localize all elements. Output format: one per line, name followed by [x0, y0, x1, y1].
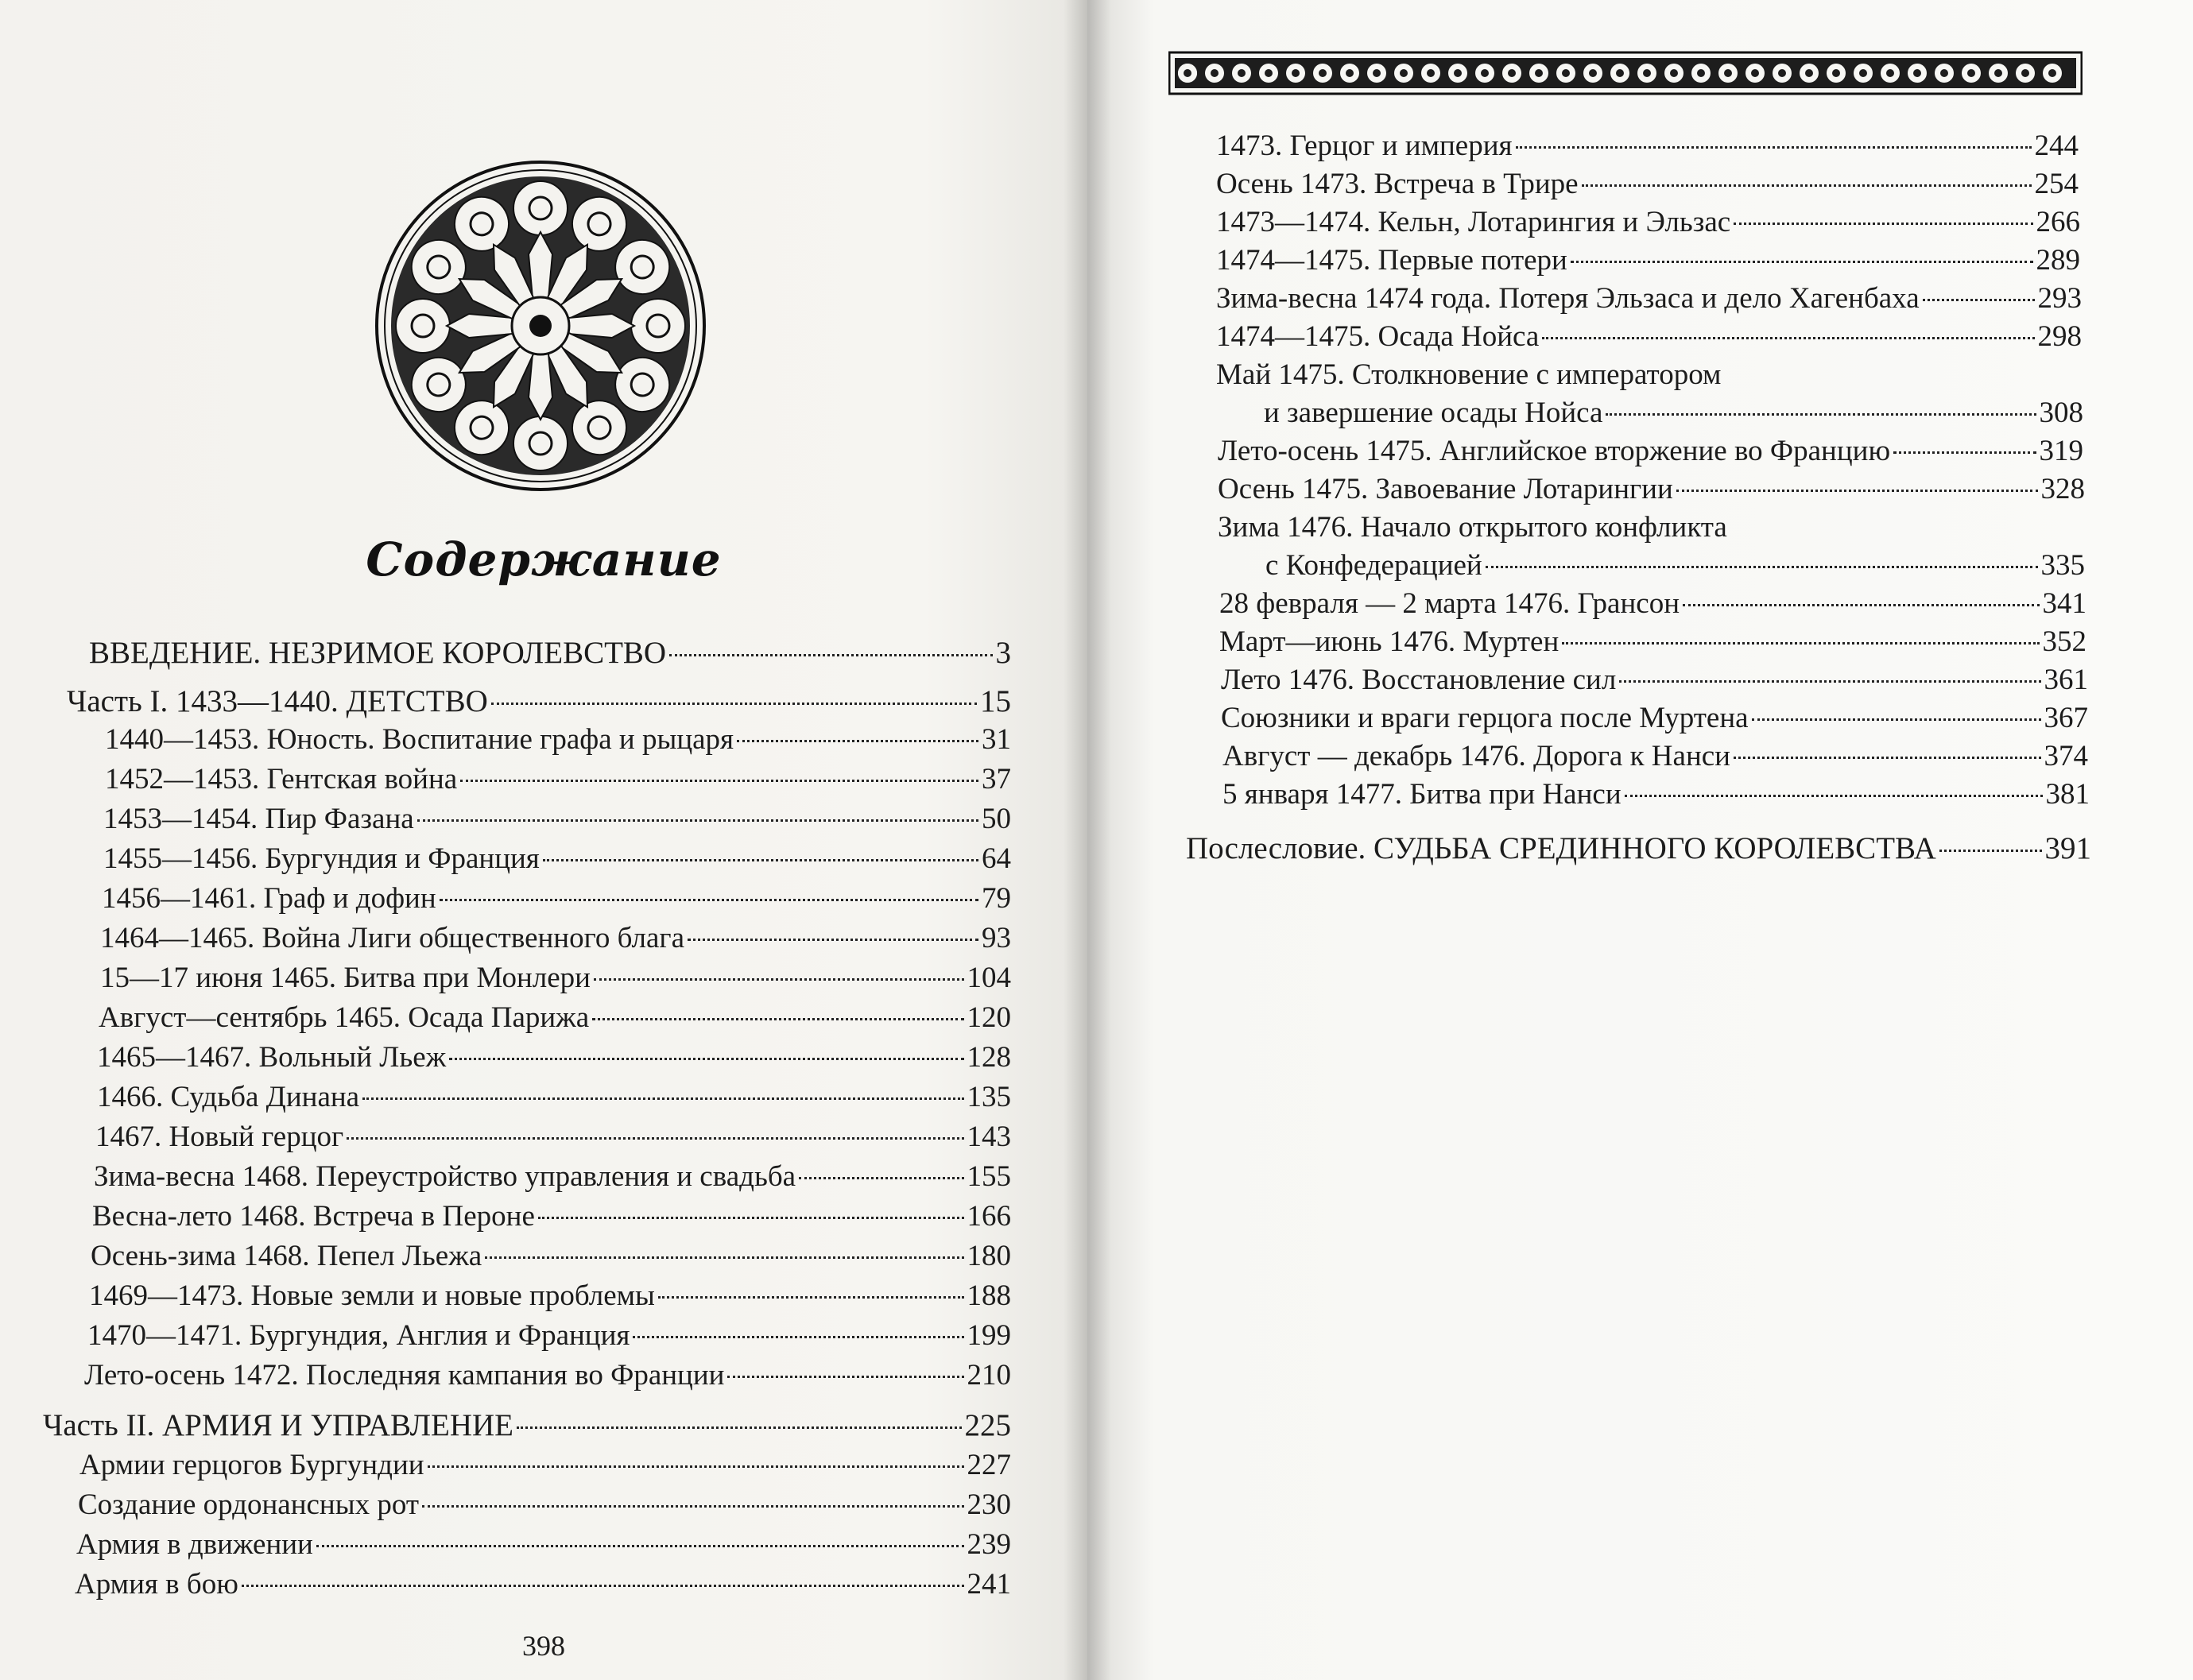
toc-entry[interactable]: Армия в бою 241 — [75, 1568, 1011, 1601]
page-number: 398 — [522, 1630, 565, 1662]
toc-entry[interactable]: 1473. Герцог и империя 244 — [1216, 130, 2079, 162]
toc-entry[interactable]: и завершение осады Нойса 308 — [1264, 397, 2083, 429]
toc-entry[interactable]: Армии герцогов Бургундии 227 — [79, 1449, 1011, 1481]
toc-entry[interactable]: Армия в движении 239 — [76, 1528, 1011, 1561]
toc-entry-line1[interactable]: Май 1475. Столкновение с императором — [1216, 358, 1722, 391]
toc-entry[interactable]: Часть I. 1433—1440. ДЕТСТВО 15 — [67, 684, 1011, 718]
toc-entry[interactable]: Часть II. АРМИЯ И УПРАВЛЕНИЕ 225 — [43, 1408, 1011, 1442]
toc-entry[interactable]: 1474—1475. Осада Нойса 298 — [1216, 320, 2082, 353]
toc-entry[interactable]: Лето-осень 1472. Последняя кампания во Франции 210 — [84, 1359, 1011, 1392]
toc-entry[interactable]: 1474—1475. Первые потери 289 — [1216, 244, 2080, 277]
left-page — [0, 0, 1087, 1680]
toc-entry[interactable]: Послесловие. СУДЬБА СРЕДИННОГО КОРОЛЕВСТВА 391 — [1186, 831, 2091, 865]
toc-entry[interactable]: 1452—1453. Гентская война 37 — [105, 763, 1011, 795]
toc-entry[interactable]: Осень 1475. Завоевание Лотарингии 328 — [1218, 473, 2085, 505]
toc-entry[interactable]: 1455—1456. Бургундия и Франция 64 — [103, 842, 1011, 875]
toc-entry[interactable]: с Конфедерацией 335 — [1265, 549, 2085, 582]
toc-entry[interactable]: Август — декабрь 1476. Дорога к Нанси 374 — [1222, 740, 2088, 772]
book-gutter — [1064, 0, 1111, 1680]
toc-entry[interactable]: 15—17 июня 1465. Битва при Монлери 104 — [100, 962, 1011, 994]
toc-entry[interactable]: 1473—1474. Кельн, Лотарингия и Эльзас 266 — [1216, 206, 2080, 238]
page-title: Содержание — [366, 532, 722, 586]
toc-entry[interactable]: 1470—1471. Бургундия, Англия и Франция 199 — [87, 1319, 1011, 1352]
toc-entry[interactable]: Лето-осень 1475. Английское вторжение во Францию 319 — [1218, 435, 2083, 467]
toc-entry[interactable]: 1466. Судьба Динана 135 — [97, 1081, 1011, 1113]
rose-window-icon — [374, 159, 707, 493]
toc-entry[interactable]: 1453—1454. Пир Фазана 50 — [103, 803, 1011, 835]
toc-entry[interactable]: Весна-лето 1468. Встреча в Пероне 166 — [92, 1200, 1011, 1233]
toc-entry[interactable]: 1456—1461. Граф и дофин 79 — [102, 882, 1011, 915]
toc-entry[interactable]: 1464—1465. Война Лиги общественного блага 93 — [100, 922, 1011, 954]
toc-entry[interactable]: Март—июнь 1476. Муртен 352 — [1219, 625, 2086, 658]
toc-entry[interactable]: Осень 1473. Встреча в Трире 254 — [1216, 168, 2079, 200]
toc-entry[interactable]: Союзники и враги герцога после Муртена 367 — [1221, 702, 2088, 734]
toc-entry[interactable]: 5 января 1477. Битва при Нанси 381 — [1222, 778, 2090, 811]
ornament-border-icon — [1168, 49, 2083, 97]
toc-entry[interactable]: Зима-весна 1468. Переустройство управления и свадьба 155 — [94, 1160, 1011, 1193]
toc-entry[interactable]: Зима-весна 1474 года. Потеря Эльзаса и дело Хагенбаха 293 — [1216, 282, 2082, 315]
toc-entry[interactable]: Лето 1476. Восстановление сил 361 — [1221, 664, 2088, 696]
toc-entry[interactable]: ВВЕДЕНИЕ. НЕЗРИМОЕ КОРОЛЕВСТВО 3 — [89, 636, 1011, 670]
toc-entry[interactable]: 1467. Новый герцог 143 — [95, 1121, 1011, 1153]
toc-entry-line1[interactable]: Зима 1476. Начало открытого конфликта — [1218, 511, 1727, 544]
toc-entry[interactable]: Осень-зима 1468. Пепел Льежа 180 — [91, 1240, 1011, 1272]
toc-entry[interactable]: 1465—1467. Вольный Льеж 128 — [97, 1041, 1011, 1074]
toc-entry[interactable]: 1440—1453. Юность. Воспитание графа и рыцаря 31 — [105, 723, 1011, 756]
toc-entry[interactable]: 28 февраля — 2 марта 1476. Грансон 341 — [1219, 587, 2086, 620]
toc-entry[interactable]: Август—сентябрь 1465. Осада Парижа 120 — [99, 1001, 1011, 1034]
toc-entry[interactable]: Создание ордонансных рот 230 — [78, 1488, 1011, 1521]
toc-entry[interactable]: 1469—1473. Новые земли и новые проблемы 188 — [89, 1279, 1011, 1312]
